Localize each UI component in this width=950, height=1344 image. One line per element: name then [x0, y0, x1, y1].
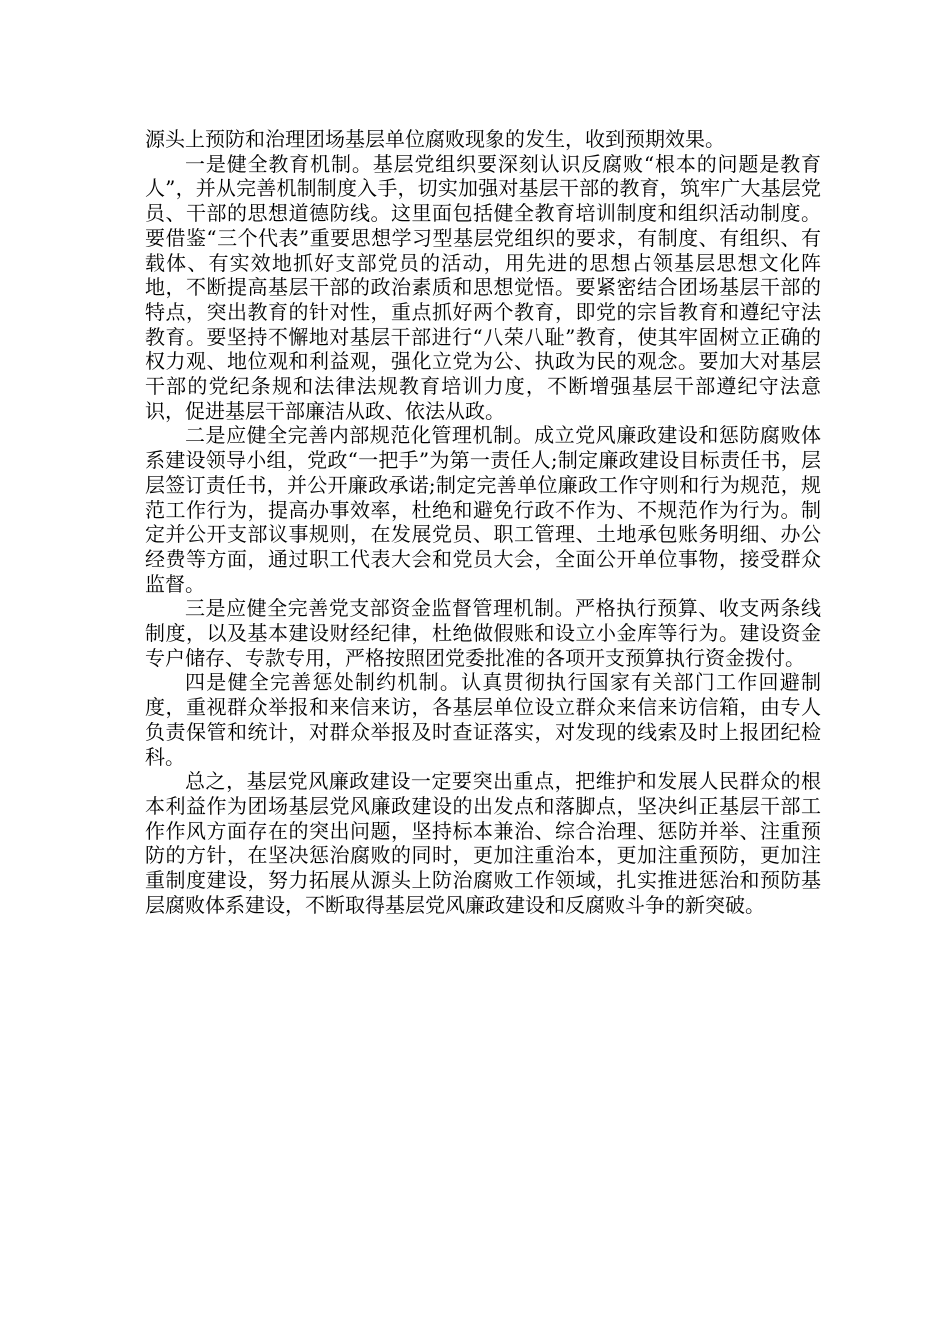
- document-body: [145, 127, 821, 918]
- paragraph-internal-management: 二是应健全完善内部规范化管理机制。成立党风廉政建设和惩防腐败体系建设领导小组，党政“一把手”为第一责任人;制定廉政建设目标责任书，层层签订责任书，并公开廉政承诺;制定完善单位廉政工作守则和行为规范，规范工作行为，提高办事效率，杜绝和避免行政不作为、不规范作为行为。制定并公开支部议事规则，在发展党员、职工管理、土地承包账务明细、办公经费等方面，通过职工代表大会和党员大会，全面公开单位事物，接受群众监督。: [145, 423, 821, 596]
- paragraph-punishment-mechanism: 四是健全完善惩处制约机制。认真贯彻执行国家有关部门工作回避制度，重视群众举报和来信来访，各基层单位设立群众来信来访信箱，由专人负责保管和统计，对群众举报及时查证落实，对发现的线索及时上报团纪检科。: [145, 670, 821, 769]
- paragraph-conclusion: 总之，基层党风廉政建设一定要突出重点，把维护和发展人民群众的根本利益作为团场基层党风廉政建设的出发点和落脚点，坚决纠正基层干部工作作风方面存在的突出问题，坚持标本兼治、综合治理、惩防并举、注重预防的方针，在坚决惩治腐败的同时，更加注重治本，更加注重预防，更加注重制度建设，努力拓展从源头上防治腐败工作领域，扎实推进惩治和预防基层腐败体系建设，不断取得基层党风廉政建设和反腐败斗争的新突破。: [145, 769, 821, 917]
- paragraph-continuation: 源头上预防和治理团场基层单位腐败现象的发生，收到预期效果。: [145, 127, 725, 151]
- paragraph-fund-supervision: 三是应健全完善党支部资金监督管理机制。严格执行预算、收支两条线制度，以及基本建设财经纪律，杜绝做假账和设立小金库等行为。建设资金专户储存、专款专用，严格按照团党委批准的各项开支预算执行资金拨付。: [145, 596, 821, 670]
- paragraph-education-mechanism: 一是健全教育机制。基层党组织要深刻认识反腐败“根本的问题是教育人”，并从完善机制制度入手，切实加强对基层干部的教育，筑牢广大基层党员、干部的思想道德防线。这里面包括健全教育培训制度和组织活动制度。要借鉴“三个代表”重要思想学习型基层党组织的要求，有制度、有组织、有载体、有实效地抓好支部党员的活动，用先进的思想占领基层思想文化阵地，不断提高基层干部的政治素质和思想觉悟。要紧密结合团场基层干部的特点，突出教育的针对性，重点抓好两个教育，即党的宗旨教育和遵纪守法教育。要坚持不懈地对基层干部进行“八荣八耻”教育，使其牢固树立正确的权力观、地位观和利益观，强化立党为公、执政为民的观念。要加大对基层干部的党纪条规和法律法规教育培训力度，不断增强基层干部遵纪守法意识，促进基层干部廉洁从政、依法从政。: [145, 151, 821, 423]
